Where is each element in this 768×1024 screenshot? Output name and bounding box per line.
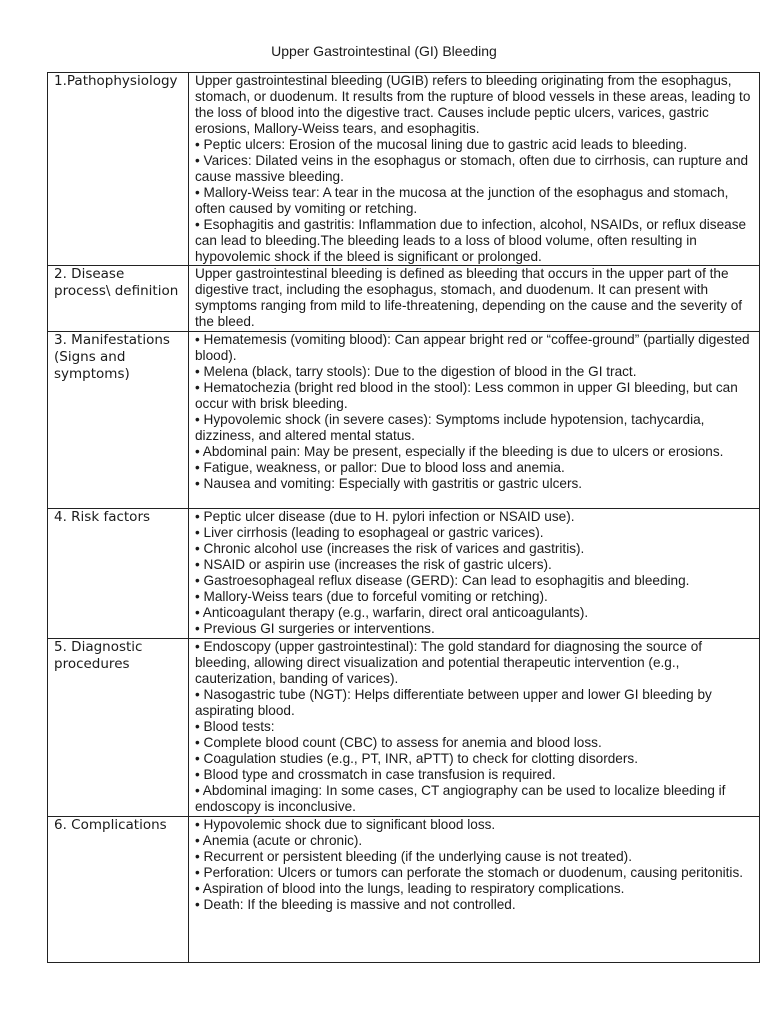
bullet-item: • Peptic ulcer disease (due to H. pylori infection or NSAID use). xyxy=(195,509,575,524)
section-content-cell xyxy=(189,73,760,266)
bullet-item: • Varices: Dilated veins in the esophagus or stomach, often due to cirrhosis, can rupture and cause massive bleeding. xyxy=(195,153,749,184)
section-label-cell xyxy=(48,266,189,332)
bullet-item: • Mallory-Weiss tear: A tear in the mucosa at the junction of the esophagus and stomach, often caused by vomiting or retching. xyxy=(195,185,729,216)
section-label-cell xyxy=(48,332,189,509)
section-paragraph: Upper gastrointestinal bleeding (UGIB) refers to bleeding originating from the esophagus, stomach, or duodenum. It results from the rupture of blood vessels in these areas, leading to the loss of blood into the digestive tract. Causes include peptic ulcers, varices, gastric erosions, Mallory-Weiss tears, and esophagitis. xyxy=(195,73,751,136)
bullet-item: • Anticoagulant therapy (e.g., warfarin, direct oral anticoagulants). xyxy=(195,605,589,620)
bullet-item: • Perforation: Ulcers or tumors can perforate the stomach or duodenum, causing peritonitis. xyxy=(195,865,744,880)
section-content-cell xyxy=(189,509,760,639)
section-content xyxy=(189,509,759,637)
bullet-item: • Chronic alcohol use (increases the risk of varices and gastritis). xyxy=(195,541,585,556)
table-row xyxy=(48,817,760,963)
bullet-item: • Blood tests: xyxy=(195,719,275,734)
bullet-item: • Hypovolemic shock (in severe cases): Symptoms include hypotension, tachycardia, dizziness, and altered mental status. xyxy=(195,412,705,443)
section-label-cell xyxy=(48,639,189,817)
table-row xyxy=(48,332,760,509)
bullet-item: • Abdominal pain: May be present, especially if the bleeding is due to ulcers or erosions. xyxy=(195,444,724,459)
table-row xyxy=(48,266,760,332)
section-content xyxy=(189,332,759,492)
bullet-item: • Endoscopy (upper gastrointestinal): The gold standard for diagnosing the source of bleeding, allowing direct visualization and potential therapeutic intervention (e.g., cauterization, banding of varices). xyxy=(195,639,703,686)
section-content-cell xyxy=(189,639,760,817)
bullet-item: • Hematochezia (bright red blood in the stool): Less common in upper GI bleeding, but can occur with brisk bleeding. xyxy=(195,380,738,411)
document-title: Upper Gastrointestinal (GI) Bleeding xyxy=(271,43,497,59)
bullet-item: • Melena (black, tarry stools): Due to the digestion of blood in the GI tract. xyxy=(195,364,637,379)
section-label: 6. Complications xyxy=(54,817,167,833)
bullet-item: • Blood type and crossmatch in case transfusion is required. xyxy=(195,767,556,782)
bullet-item: • Liver cirrhosis (leading to esophageal or gastric varices). xyxy=(195,525,544,540)
section-content xyxy=(189,639,759,815)
table-row xyxy=(48,639,760,817)
bullet-item: • Esophagitis and gastritis: Inflammation due to infection, alcohol, NSAIDs, or reflux disease can lead to bleeding.The bleeding leads to a loss of blood volume, often resulting in hypovolemic shock if the bleed is significant or prolonged. xyxy=(195,217,747,264)
section-label: 1.Pathophysiology xyxy=(54,73,178,89)
section-label-cell xyxy=(48,509,189,639)
bullet-item: • Gastroesophageal reflux disease (GERD): Can lead to esophagitis and bleeding. xyxy=(195,573,690,588)
section-label: 3. Manifestations (Signs and symptoms) xyxy=(54,332,170,382)
section-content-cell xyxy=(189,266,760,332)
bullet-item: • Recurrent or persistent bleeding (if the underlying cause is not treated). xyxy=(195,849,632,864)
section-content xyxy=(189,73,759,265)
section-label-cell xyxy=(48,73,189,266)
section-label: 5. Diagnostic procedures xyxy=(54,639,143,672)
notes-table-body xyxy=(48,73,760,963)
bullet-item: • Hematemesis (vomiting blood): Can appear bright red or “coffee-ground” (partially digested blood). xyxy=(195,332,750,363)
section-paragraph: Upper gastrointestinal bleeding is defined as bleeding that occurs in the upper part of the digestive tract, including the esophagus, stomach, and duodenum. It can present with symptoms ranging from mild to life-threatening, depending on the cause and the severity of the bleed. xyxy=(195,266,743,329)
section-label-cell xyxy=(48,817,189,963)
bullet-item: • Nausea and vomiting: Especially with gastritis or gastric ulcers. xyxy=(195,476,583,491)
table-row xyxy=(48,509,760,639)
section-label: 2. Disease process\ definition xyxy=(54,266,179,299)
bullet-item: • Previous GI surgeries or interventions. xyxy=(195,621,435,636)
bullet-item: • Mallory-Weiss tears (due to forceful vomiting or retching). xyxy=(195,589,548,604)
bullet-item: • Fatigue, weakness, or pallor: Due to blood loss and anemia. xyxy=(195,460,565,475)
section-content xyxy=(189,266,759,330)
bullet-item: • Complete blood count (CBC) to assess for anemia and blood loss. xyxy=(195,735,602,750)
bullet-item: • Anemia (acute or chronic). xyxy=(195,833,363,848)
section-label: 4. Risk factors xyxy=(54,509,151,525)
section-content-cell xyxy=(189,817,760,963)
section-content-cell xyxy=(189,332,760,509)
bullet-item: • Coagulation studies (e.g., PT, INR, aPTT) to check for clotting disorders. xyxy=(195,751,638,766)
bullet-item: • Hypovolemic shock due to significant blood loss. xyxy=(195,817,496,832)
bullet-item: • Abdominal imaging: In some cases, CT angiography can be used to localize bleeding if endoscopy is inconclusive. xyxy=(195,783,726,814)
bullet-item: • Nasogastric tube (NGT): Helps differentiate between upper and lower GI bleeding by aspirating blood. xyxy=(195,687,712,718)
notes-table xyxy=(47,72,760,963)
bullet-item: • NSAID or aspirin use (increases the risk of gastric ulcers). xyxy=(195,557,552,572)
table-row xyxy=(48,73,760,266)
section-content xyxy=(189,817,759,913)
bullet-item: • Aspiration of blood into the lungs, leading to respiratory complications. xyxy=(195,881,625,896)
bullet-item: • Death: If the bleeding is massive and not controlled. xyxy=(195,897,516,912)
bullet-item: • Peptic ulcers: Erosion of the mucosal lining due to gastric acid leads to bleeding. xyxy=(195,137,688,152)
